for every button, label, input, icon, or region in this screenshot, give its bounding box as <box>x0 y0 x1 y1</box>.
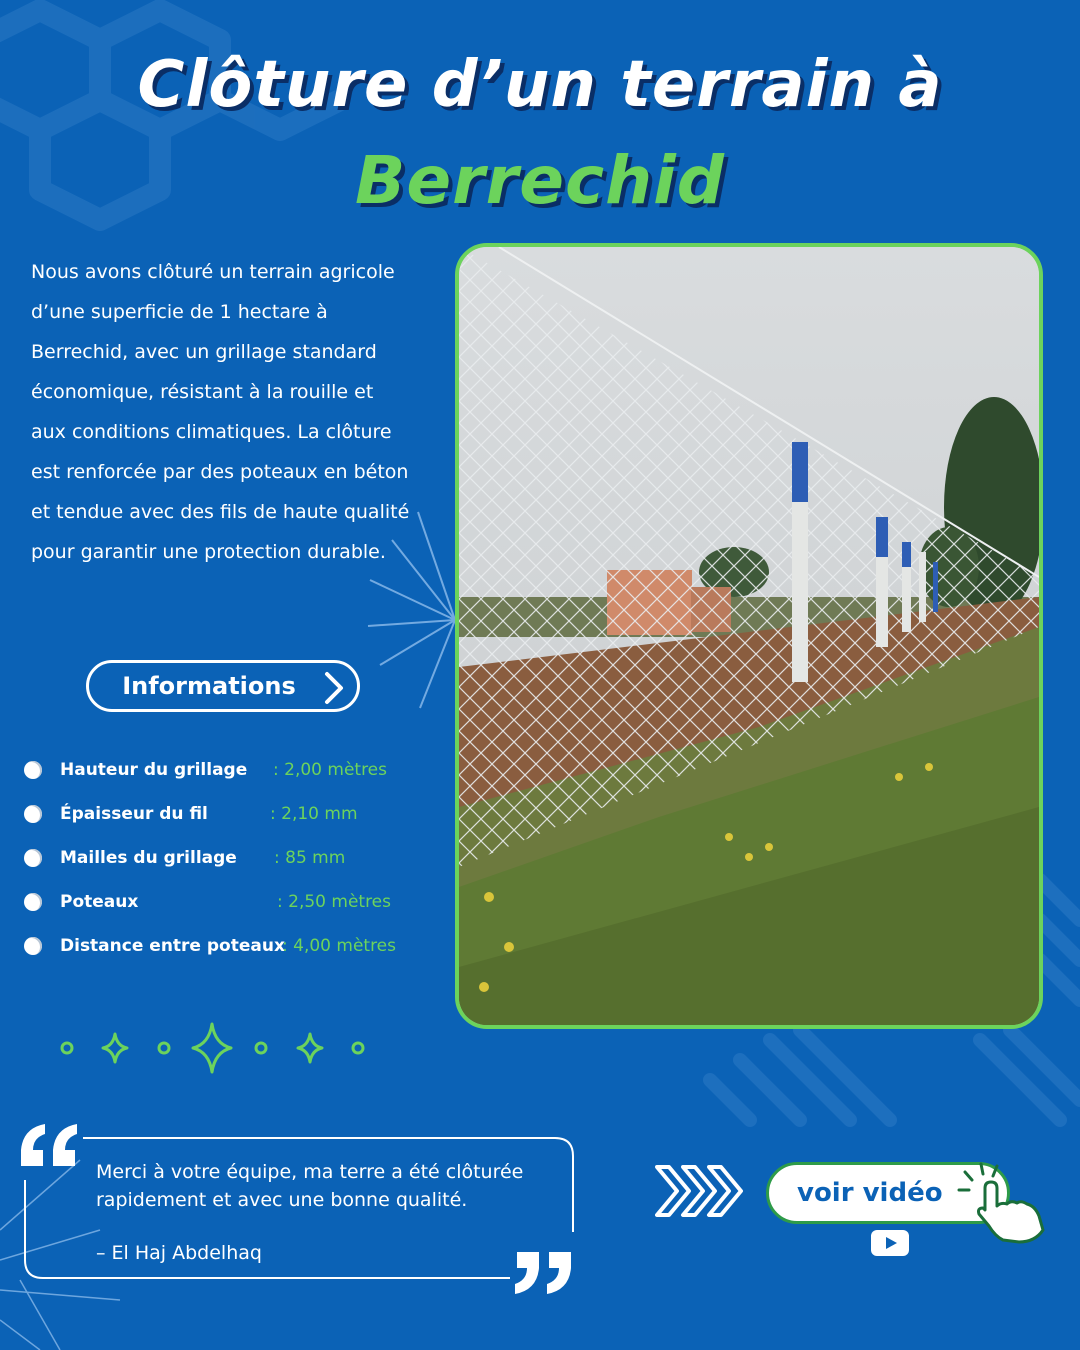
informations-button[interactable] <box>86 660 360 712</box>
bullet-icon <box>24 893 42 911</box>
spec-label: Poteaux <box>60 892 139 912</box>
watch-video-label: voir vidéo <box>797 1178 943 1208</box>
chevron-right-icon <box>321 671 347 705</box>
fence-photo <box>455 243 1043 1029</box>
bullet-icon <box>24 805 42 823</box>
bullet-icon <box>24 849 42 867</box>
spec-label: Hauteur du grillage <box>60 760 248 780</box>
page-title: Clôture d’un terrain à <box>137 48 943 122</box>
pointing-hand-icon <box>955 1160 1050 1245</box>
open-quote-icon <box>21 1124 77 1166</box>
circle-icon <box>256 1043 266 1053</box>
spec-row <box>22 840 442 884</box>
circle-icon <box>62 1043 72 1053</box>
fence-photo-illustration <box>459 247 1039 1025</box>
specs-list <box>22 752 442 972</box>
sparkle-divider <box>55 1020 375 1080</box>
sparkle-icon <box>193 1024 231 1072</box>
spec-row <box>22 752 442 796</box>
spec-label: Mailles du grillage <box>60 848 237 868</box>
close-quote-icon <box>515 1252 571 1294</box>
spec-value: : 2,00 mètres <box>273 760 388 780</box>
informations-button-label: Informations <box>122 672 296 700</box>
youtube-play-icon[interactable] <box>871 1230 909 1256</box>
arrows-icon <box>655 1163 755 1219</box>
page-title-location: Berrechid <box>355 142 725 219</box>
sparkle-icon <box>298 1034 322 1062</box>
spec-row <box>22 884 442 928</box>
spec-row <box>22 796 442 840</box>
circle-icon <box>159 1043 169 1053</box>
spec-row <box>22 928 442 972</box>
bullet-icon <box>24 937 42 955</box>
bullet-icon <box>24 761 42 779</box>
spec-value: : 2,50 mètres <box>277 892 392 912</box>
testimonial-author: – El Haj Abdelhaq <box>96 1242 262 1264</box>
testimonial-text: Merci à votre équipe, ma terre a été clôturée rapidement et avec une bonne qualité. <box>96 1161 524 1211</box>
spec-value: : 85 mm <box>274 848 346 868</box>
spec-label: Distance entre poteaux <box>60 936 285 956</box>
spec-value: : 4,00 mètres <box>282 936 397 956</box>
circle-icon <box>353 1043 363 1053</box>
sparkle-icon <box>103 1034 127 1062</box>
spec-label: Épaisseur du fil <box>60 804 208 824</box>
intro-paragraph: Nous avons clôturé un terrain agricole d’une superficie de 1 hectare à Berrechid, avec un grillage standard économique, résistant à la rouille et aux conditions climatiques. La clôture est renforcée par des poteaux en béton et tendue avec des fils de haute qualité pour garantir une protection durable. <box>31 261 410 563</box>
spec-value: : 2,10 mm <box>270 804 358 824</box>
